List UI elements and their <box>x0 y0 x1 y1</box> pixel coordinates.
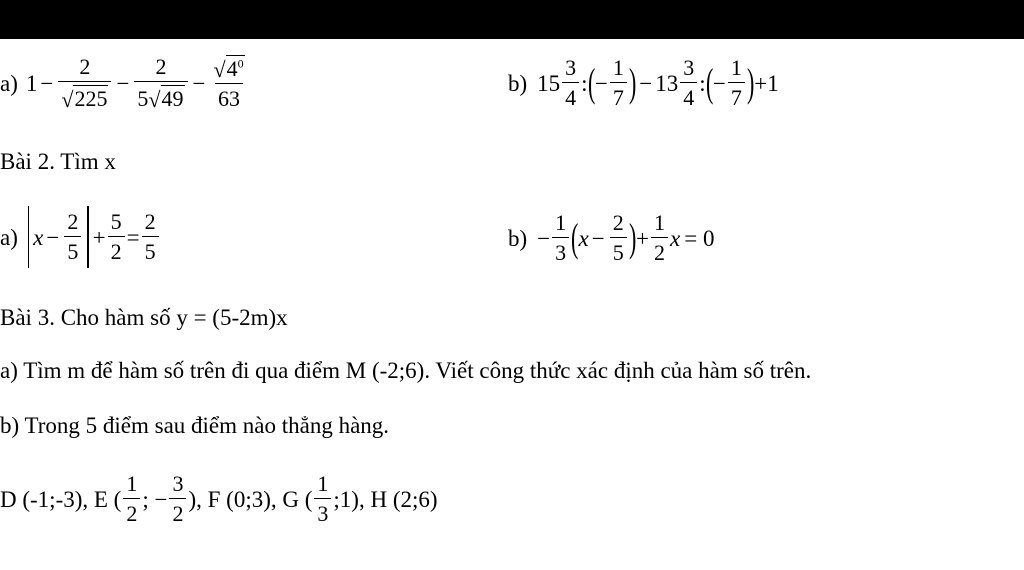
whole-part: 15 <box>537 70 561 96</box>
term-one: 1 <box>25 70 38 96</box>
denominator: 2 <box>123 498 140 526</box>
denominator: 5 <box>142 236 159 264</box>
fraction-2 <box>134 55 187 111</box>
points-end: ;1), H (2;6) <box>333 486 438 512</box>
top-black-bar <box>0 0 1024 39</box>
numerator: 3 <box>683 54 695 80</box>
abs-bar-left <box>28 206 29 268</box>
numerator: 1 <box>730 54 742 80</box>
fraction <box>64 210 81 264</box>
fraction <box>610 56 627 110</box>
numerator: 1 <box>555 209 567 235</box>
fraction <box>610 211 627 265</box>
op-minus: − <box>594 70 608 96</box>
fraction-1-num: 2 <box>79 53 91 79</box>
numerator: 5 <box>110 208 122 234</box>
whole-part: 13 <box>655 70 679 96</box>
op-plus: + <box>92 224 106 250</box>
radicand: 225 <box>74 86 108 111</box>
fraction <box>728 56 745 110</box>
denominator: 4 <box>562 82 579 110</box>
variable-x: x <box>33 224 44 250</box>
bai-2-heading: Bài 2. Tìm x <box>0 148 116 174</box>
point-e-x <box>123 472 140 526</box>
denominator: 3 <box>552 237 569 265</box>
numerator: 1 <box>126 470 138 496</box>
numerator: 1 <box>612 54 624 80</box>
op-minus: − <box>537 225 551 251</box>
problem-1b <box>508 45 779 121</box>
problem-3b: b) Trong 5 điểm sau điểm nào thẳng hàng. <box>0 412 390 438</box>
exponent: 0 <box>237 56 244 71</box>
denominator: 2 <box>169 498 186 526</box>
fraction <box>552 211 569 265</box>
points-middle: ), F (0;3), G ( <box>188 486 313 512</box>
fraction-1 <box>58 55 111 111</box>
equals-zero: = 0 <box>684 225 715 251</box>
points-list <box>0 466 438 532</box>
op-minus: − <box>40 70 54 96</box>
denominator: 7 <box>728 82 745 110</box>
variable-x: x <box>670 225 681 251</box>
label-1a: a) <box>0 70 18 96</box>
radical-sign: √ <box>148 87 161 113</box>
denominator: 7 <box>610 82 627 110</box>
base: 4 <box>226 55 238 81</box>
op-minus: − <box>712 70 726 96</box>
radical-sign: √ <box>61 87 74 113</box>
radicand: 49 <box>161 86 184 111</box>
denominator: 2 <box>108 236 125 264</box>
op-divide: : <box>699 70 706 96</box>
fraction-1-den <box>58 81 111 111</box>
fraction-3 <box>210 55 247 111</box>
fraction-3-num <box>210 55 247 83</box>
op-divide: : <box>581 70 588 96</box>
problem-2a <box>0 202 161 272</box>
paren-right: ) <box>628 60 637 105</box>
paren-right: ) <box>746 60 755 105</box>
variable-x: x <box>578 225 589 251</box>
radicand <box>226 55 245 81</box>
fraction <box>108 210 125 264</box>
fraction <box>142 210 159 264</box>
denominator: 5 <box>610 237 627 265</box>
mixed-number-2 <box>655 56 699 110</box>
label-2b: b) <box>508 225 528 251</box>
point-g-x <box>314 472 331 526</box>
op-minus: − <box>591 225 605 251</box>
expression-2a <box>24 206 161 268</box>
op-plus: + <box>636 225 649 251</box>
numerator: 3 <box>565 54 577 80</box>
denominator: 5 <box>64 236 81 264</box>
op-minus: − <box>46 224 60 250</box>
op-minus: − <box>639 70 653 96</box>
points-separator: ; − <box>142 486 168 512</box>
expression-2b <box>537 211 714 265</box>
denominator: 2 <box>651 237 668 265</box>
mixed-number-1 <box>537 56 581 110</box>
numerator: 2 <box>612 209 624 235</box>
paren-right: ) <box>628 215 637 260</box>
op-minus: − <box>116 70 130 96</box>
fraction-2-den <box>134 81 187 111</box>
numerator: 1 <box>654 209 665 235</box>
coefficient: 5 <box>137 86 149 111</box>
denominator: 3 <box>314 498 331 526</box>
expression-1a <box>26 55 250 111</box>
numerator: 2 <box>144 208 156 234</box>
tail-term: +1 <box>754 70 779 96</box>
numerator: 2 <box>67 208 79 234</box>
label-2a: a) <box>0 224 18 250</box>
op-equals: = <box>126 224 140 250</box>
abs-bar-right <box>87 206 88 268</box>
numerator: 1 <box>317 470 329 496</box>
label-1b: b) <box>508 70 528 96</box>
numerator: 3 <box>172 470 184 496</box>
paren-left: ( <box>705 60 713 105</box>
expression-1b <box>537 56 779 110</box>
problem-3a: a) Tìm m để hàm số trên đi qua điểm M (-2;6). Viết công thức xác định của hàm số trên. <box>0 357 812 383</box>
denominator: 4 <box>680 82 697 110</box>
radical-sign: √ <box>213 57 226 82</box>
paren-left: ( <box>587 60 595 105</box>
problem-1a <box>0 48 250 118</box>
fraction <box>651 211 668 265</box>
op-minus: − <box>192 70 206 96</box>
bai-3-heading: Bài 3. Cho hàm số y = (5-2m)x <box>0 304 288 330</box>
points-start: D (-1;-3), E ( <box>0 486 122 512</box>
problem-2b <box>508 202 714 274</box>
fraction-2-num: 2 <box>155 53 167 79</box>
point-e-y <box>169 472 186 526</box>
fraction-3-den: 63 <box>215 83 243 111</box>
paren-left: ( <box>571 215 579 260</box>
fraction <box>680 56 697 110</box>
fraction <box>562 56 579 110</box>
